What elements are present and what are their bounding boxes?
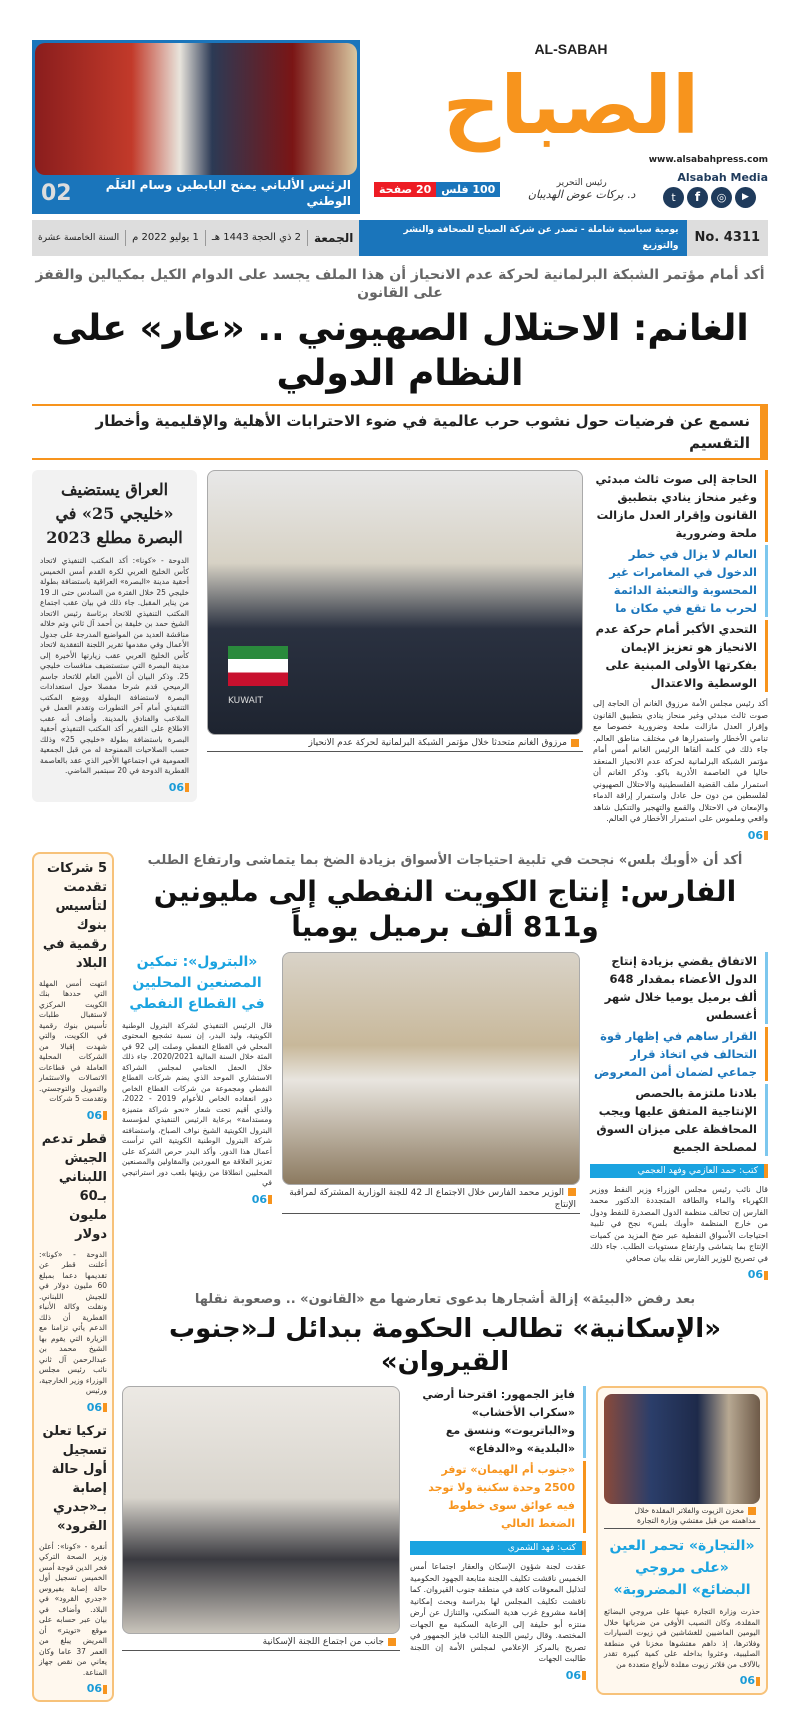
oil-points bbox=[590, 952, 768, 1282]
housing-kicker: بعد رفض «البيئة» إزالة أشجارها بدعوى تعارضها مع «القانون» .. وصعوبة نقلها bbox=[194, 1292, 696, 1307]
facebook-icon[interactable]: f bbox=[687, 187, 708, 208]
logo-english: AL-SABAH bbox=[534, 41, 608, 57]
top-story-photo bbox=[35, 43, 357, 175]
masthead-meta bbox=[374, 171, 768, 208]
front-page bbox=[32, 40, 768, 1702]
lead-photo-caption: مرزوق الغانم متحدثا خلال مؤتمر الشبكة البرلمانية لحركة عدم الانحياز bbox=[207, 735, 583, 752]
lead-photo bbox=[207, 470, 583, 735]
byline: كتب: فهد الشمري bbox=[410, 1541, 586, 1555]
info-bar bbox=[32, 220, 768, 256]
pull-quote: العالم لا يزال في خطر الدخول في المغامرات غير المحسوبة والتعبئة الدائمة لحرب ما تقع في مكان ما bbox=[593, 545, 768, 617]
housing-photo-column bbox=[122, 1386, 400, 1651]
lead-body: أكد رئيس مجلس الأمة مرزوق الغانم أن الحاجة إلى صوت ثالث مبدئي وغير منحاز ينادي بتطبيق القانون وإقرار العدل مازالت ملحة وضرورية خصوصا مع تنامي الأخطار واستمرارها في مختلف مناطق العالم. جاء ذلك في كلمة ألقاها الرئيس الغانم أمس أمام مؤتمر الشبكة البرلمانية لحركة عدم الانحياز المنعقد حاليا في العاصمة الأذرية باكو. وذكر الغانم أن استمرار ملف القضية الفلسطينية والاحتلال الصهيوني لفلسطين من دون حل عادل واستمرار إراقة الدماء والإمعان في الاحتلال والقمع والتهجير والتنكيل شاهد واقعي وملموس على استمرار الأخطار في العالم. bbox=[593, 699, 768, 823]
housing-section bbox=[122, 1386, 768, 1695]
pull-quote: بلادنا ملتزمة بالحصص الإنتاجية المتفق عليها ويجب المحافظة على ميزان السوق لمصلحة الجميع bbox=[590, 1084, 768, 1156]
left-column bbox=[32, 852, 114, 1703]
iraq-story bbox=[32, 470, 197, 802]
media-label: Alsabah Media bbox=[677, 171, 768, 184]
turkey-headline[interactable]: تركيا تعلن تسجيل أول حالة إصابة بـ«جدري القرود» bbox=[42, 1423, 107, 1534]
pull-quote: القرار ساهم في إظهار قوة التحالف في اتخاذ قرار جماعي لضمان أمن المعروض bbox=[590, 1027, 768, 1081]
page-ref[interactable]: 06 bbox=[410, 1669, 586, 1682]
pull-quote: «جنوب أم الهيمان» توفر 2500 وحدة سكنية ولا توجد فيه عوائق سوى خطوط الضغط العالي bbox=[410, 1461, 586, 1533]
iraq-headline[interactable]: العراق يستضيف «خليجي 25» في البصرة مطلع 2023 bbox=[46, 480, 183, 547]
top-story-page: 02 bbox=[41, 180, 72, 206]
lower-main bbox=[122, 852, 768, 1703]
issue-number: No. 4311 bbox=[694, 230, 760, 245]
top-story[interactable] bbox=[32, 40, 360, 214]
lead-kicker: أكد أمام مؤتمر الشبكة البرلمانية لحركة عدم الانحياز أن هذا الملف يجسد على الدوام الكيل بمكيالين والقفز على القانون bbox=[35, 267, 765, 301]
day: الجمعة bbox=[307, 230, 359, 246]
lead-subhead: نسمع عن فرضيات حول نشوب حرب عالمية في ضوء الاحترابات الأهلية والإقليمية وأخطار التقسيم bbox=[32, 404, 768, 460]
year: السنة الخامسة عشرة bbox=[38, 233, 120, 243]
oil-body: قال نائب رئيس مجلس الوزراء وزير النفط ووزير الكهرباء والماء والطاقة المتجددة الدكتور محمد الفارس إن تحالف منظمة الدول المصدرة للنفط ودول من خارج المنظمة «أوبك بلس» نجح في تلبية احتياجات الأسواق النفطية عبر ضخ المزيد من كميات الإنتاج بما يتماشى وارتفاع مستويات الطلب. جاء ذلك في تصريح للوزير الفارس نقله بيان صحافي bbox=[590, 1184, 768, 1263]
housing-text bbox=[410, 1386, 586, 1682]
page-ref[interactable]: 06 bbox=[604, 1674, 760, 1687]
qatar-body: الدوحة - «كونا»: أعلنت قطر عن تقديمها دعما بمبلغ 60 مليون دولار في للجيش اللبناني. ونقلت وكالة الأنباء القطرية أن ذلك الدعم يأتي تزامنا مع الزيارة التي يقوم بها الشيخ محمد بن عبدالرحمن آل ثاني نائب رئيس مجلس الوزراء وزير الخارجية، ورئيس bbox=[39, 1249, 107, 1395]
petrol-body: قال الرئيس التنفيذي لشركة البترول الوطنية الكويتية، وليد البدر، إن نسبة تشجيع المحتوى المحلي في القطاع النفطي وصلت إلى 92 في المئة خلال السنة المالية 2020/2021. جاء ذلك خلال الحفل الختامي لمجلس الشراكة الاستشاري الموحد الذي يضم شركات القطاع النفطي ومجموعة من شركات القطاع الخاص دور انعقاده الخاص للأعوام 2019 - 2022، والذي أقيم تحت شعار «نحو شراكة متميزة ومستدامة» برعاية الرئيس التنفيذي لمؤسسة البترول الكويتية الشيخ نواف الصباح، واستضافته شركة البترول الوطنية الكويتية التي ترأست أعمال هذا الدور. وأكد البدر حرص الشركة على تعزيز العلاقة مع الموردين والمقاولين والمصنعين المحليين انطلاقا من رؤيتها بلعب دور استراتيجي في bbox=[122, 1020, 272, 1187]
housing-headline[interactable]: «الإسكانية» تطالب الحكومة ببدائل لـ«جنوب القيروان» bbox=[168, 1314, 721, 1377]
trade-photo-caption: مخزن الزيوت والفلاتر المقلدة خلال مداهمته من قبل مفتشي وزارة التجارة bbox=[604, 1504, 760, 1529]
oil-kicker: أكد أن «أوبك بلس» نجحت في تلبية احتياجات الأسواق بزيادة الضخ بما يتماشى وارتفاع الطلب bbox=[147, 852, 743, 868]
editor bbox=[519, 178, 644, 201]
lead-photo-column bbox=[207, 470, 583, 752]
pull-quote: التحدي الأكبر أمام حركة عدم الانحياز هو تعزيز الإيمان بفكرتها الأولى المبنية على الوسطية والاعتدال bbox=[593, 620, 768, 692]
masthead bbox=[32, 40, 768, 214]
housing-body: عقدت لجنة شؤون الإسكان والعقار اجتماعا أمس الخميس ناقشت تكليف اللجنة متابعة الجهود الحكومية لتذليل المعوقات كافة في منطقة جنوب القيروان. كما ناقشت تكليف المجلس لها بدراسة وبحث إمكانية إقامة مشروع غرب هدية السكني، والتنازل عن أرض منتزه أبو حليفة إلى الرعاية السكنية مع الجهات المختصة. وقال رئيس اللجنة النائب فايز الجمهور في تصريح بالمركز الإعلامي لمجلس الأمة إن اللجنة طالبت الجهات bbox=[410, 1562, 586, 1663]
trade-body: حذرت وزارة التجارة عينها على مروجي البضائع المقلدة، وكان النصيب الأوفى من ضرباتها خلال اليومين الماضيين للغشاشين في زيوت السيارات وفلاترها، إذ داهم مفتشوها مخزنا في منطقة الصليبية، وعثروا بداخله على كمية كبيرة تقدر بالآلاف من فلاتر زيوت مقلدة لأنواع متعددة من bbox=[604, 1607, 760, 1669]
editor-title: رئيس التحرير bbox=[556, 178, 607, 188]
oil-photo-column bbox=[282, 952, 580, 1214]
page-ref[interactable]: 06 bbox=[593, 829, 768, 842]
trade-story bbox=[596, 1386, 768, 1695]
oil-photo bbox=[282, 952, 580, 1185]
lead-section bbox=[32, 470, 768, 842]
lead-points bbox=[593, 470, 768, 842]
kuwait-flag bbox=[228, 646, 288, 686]
petrol-headline[interactable]: «البترول»: تمكين المصنعين المحليين في القطاع النفطي bbox=[129, 953, 265, 1012]
twitter-icon[interactable]: t bbox=[663, 187, 684, 208]
banks-headline[interactable]: 5 شركات تقدمت لتأسيس بنوك رقمية في البلاد bbox=[42, 860, 107, 971]
iraq-body: الدوحة - «كونا»: أكد المكتب التنفيذي لاتحاد كأس الخليج العربي لكرة القدم أمس الخميس أحقية مدينة «البصرة» العراقية باستضافة بطولة خليجي 25 خلال الفترة من السادس حتى الـ 19 من يناير المقبل. جاء ذلك في بيان عقب اجتماع المكتب التنفيذي للاتحاد برئاسة رئيس الاتحاد الشيخ حمد بن خليفة بن أحمد آل ثاني وتم خلاله مناقشة العديد من المواضيع المدرجة على جدول الأعمال وفي مقدمها تقرير اللجنة التفقدية لاتحاد كأس الخليج العربي عقب زيارتها الأخيرة إلى مدينة البصرة التي ستستضيف منافسات خليجي 25. وذكر البيان أن الأمين العام للاتحاد جاسم الرميحي قدم شرحا مفصلا حول استعدادات البصرة لاستضافة البطولة ووضع المكتب التنفيذي أمام آخر التطورات وتقدم العمل في الملاعب والفنادق بالمدينة. وأضاف أنه عقب الاطلاع على التقرير أكد المكتب التنفيذي أحقية البصرة باستضافة بطولة «خليجي 25» وذلك حسب الصلاحيات الممنوحة له من قبل الجمعية العمومية في اجتماعها الأخير الذي عقد بالعاصمة القطرية الدوحة في 20 سبتمبر الماضي. bbox=[40, 556, 190, 775]
logo-arabic: الصباح bbox=[442, 59, 700, 152]
trade-photo bbox=[604, 1394, 760, 1504]
social-media bbox=[663, 171, 768, 208]
page-ref[interactable]: 06 bbox=[40, 781, 189, 794]
website-url[interactable]: www.alsabahpress.com bbox=[648, 155, 768, 165]
banks-body: انتهت أمس المهلة التي حددها بنك الكويت المركزي لاستقبال طلبات تأسيس بنوك رقمية في الكويت، والتي شهدت إقبالا من الشركات المحلية العاملة في قطاعات الاتصالات والاستثمار والتمويل والتوجستي. وتقدمت 5 شركات bbox=[39, 978, 107, 1103]
page-ref[interactable]: 06 bbox=[39, 1109, 107, 1122]
page-ref[interactable]: 06 bbox=[39, 1682, 107, 1695]
qatar-headline[interactable]: قطر تدعم الجيش اللبناني بـ60 مليون دولار bbox=[41, 1131, 107, 1242]
turkey-body: أنقرة - «كونا»: أعلن وزير الصحة التركي فخر الدين قوجة أمس الخميس تسجيل أول حالة إصابة بفيروس «جدري القرود» في البلاد. وأضاف في بيان عبر حسابه على موقع «تويتر» أن المريض يبلغ من العمر 37 عاما وكان يعاني من نقص جهاز المناعة. bbox=[39, 1541, 107, 1677]
editor-signature: د. بركات عوض الهديبان bbox=[527, 188, 636, 201]
page-ref[interactable]: 06 bbox=[39, 1401, 107, 1414]
oil-photo-caption: الوزير محمد الفارس خلال الاجتماع الـ 42 للجنة الوزارية المشتركة لمراقبة الإنتاج bbox=[282, 1185, 580, 1214]
petrol-story bbox=[122, 952, 272, 1206]
youtube-icon[interactable]: ▶ bbox=[735, 187, 756, 208]
flag-label: KUWAIT bbox=[228, 696, 263, 706]
masthead-right bbox=[374, 40, 768, 214]
housing-photo bbox=[122, 1386, 400, 1634]
hijri-date: 2 ذي الحجة 1443 هـ bbox=[205, 230, 307, 246]
byline: كتب: حمد العازمي وفهد العجمي bbox=[590, 1164, 768, 1178]
pull-quote: الحاجة إلى صوت ثالث مبدئي وغير منحاز ينادي بتطبيق القانون وإقرار العدل مازالت ملحة وضرورية bbox=[593, 470, 768, 542]
price: 100 فلس bbox=[436, 182, 500, 197]
pull-quote: فايز الجمهور: اقترحنا أرضي «سكراب الأخشاب» و«الباتريوت» وننسق مع «البلدية» و«الدفاع» bbox=[410, 1386, 586, 1458]
page-count: 20 صفحة bbox=[374, 182, 436, 197]
oil-section bbox=[122, 952, 768, 1282]
instagram-icon[interactable]: ◎ bbox=[711, 187, 732, 208]
lower-section bbox=[32, 852, 768, 1703]
housing-photo-caption: جانب من اجتماع اللجنة الإسكانية bbox=[122, 1634, 400, 1651]
page-ref[interactable]: 06 bbox=[590, 1268, 768, 1281]
logo bbox=[374, 40, 768, 167]
lead-headline[interactable]: الغانم: الاحتلال الصهيوني .. «عار» على النظام الدولي bbox=[51, 308, 749, 394]
price-box bbox=[374, 182, 500, 197]
page-ref[interactable]: 06 bbox=[122, 1193, 272, 1206]
top-story-caption: الرئيس الألباني يمنح البابطين وسام العَلَم الوطني bbox=[105, 178, 351, 208]
pull-quote: الاتفاق يقضي بزيادة إنتاج الدول الأعضاء بمقدار 648 ألف برميل يوميا خلال شهر أغسطس bbox=[590, 952, 768, 1024]
trade-headline[interactable]: «التجارة» تحمر العين «على مروجي البضائع» المضروبة» bbox=[609, 1538, 755, 1598]
gregorian-date: 1 يوليو 2022 م bbox=[125, 230, 205, 246]
tagline: يومية سياسية شاملة - تصدر عن شركة الصباح للصحافة والنشر والتوزيع bbox=[359, 220, 686, 256]
oil-headline[interactable]: الفارس: إنتاج الكويت النفطي إلى مليونين و811 ألف برميل يومياً bbox=[153, 874, 737, 943]
